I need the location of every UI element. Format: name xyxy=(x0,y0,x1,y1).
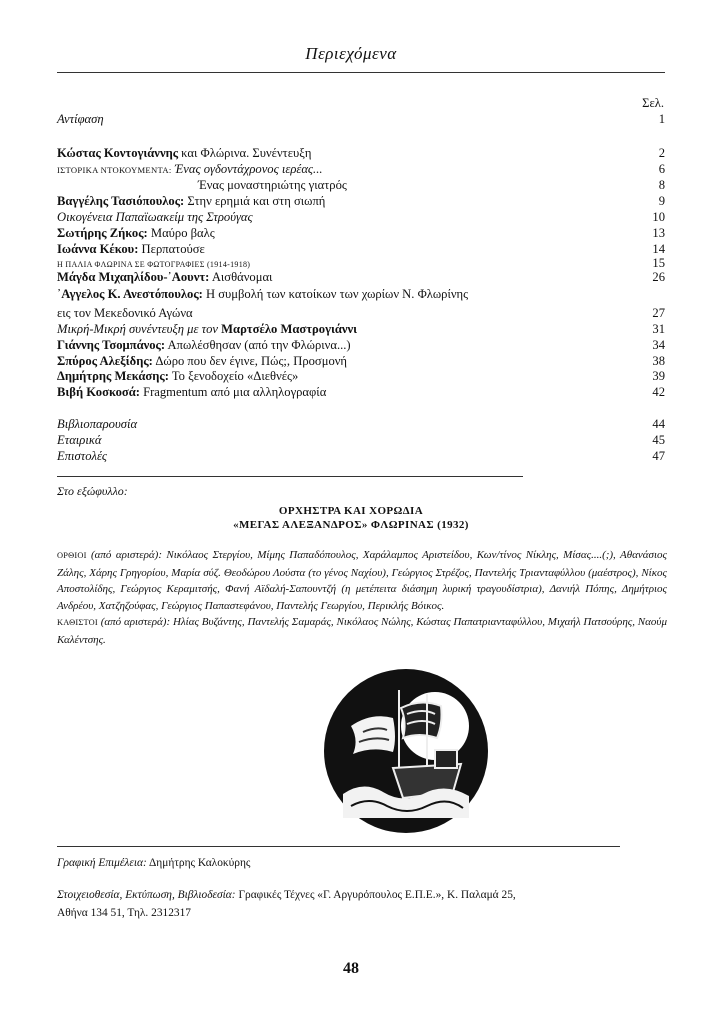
print-address: Αθήνα 134 51, Τηλ. 2312317 xyxy=(57,907,191,919)
toc-text: Fragmentum από μια αλληλογραφία xyxy=(139,385,327,399)
standing-label: ΟΡΘΙΟΙ xyxy=(57,551,87,560)
toc-entry xyxy=(57,194,665,209)
toc-entry xyxy=(57,112,665,127)
toc-author: ᾽Αγγελος Κ. Ανεστόπουλος: xyxy=(57,287,203,301)
design-name: Δημήτρης Καλοκύρης xyxy=(146,857,251,869)
toc-text: Μικρή-Μικρή συνέντευξη με τον xyxy=(57,322,222,336)
cover-caption xyxy=(57,547,667,648)
toc-page: 27 xyxy=(652,306,665,320)
toc-author: Βιβή Κοσκοσά: xyxy=(57,385,140,399)
toc-section: ΙΣΤΟΡΙΚΑ ΝΤΟΚΟΥΜΕΝΤΑ: xyxy=(57,165,172,175)
toc-author: Μαρτσέλο Μαστρογιάννι xyxy=(221,322,358,336)
standing-names: (από αριστερά): Νικόλαος Στεργίου, Μίμης Παπαδόπουλος, Χαράλαμπος Αριστείδου, Κων/τίνος Νίκλης, Μίσας....(;), Αθανάσιος Ζάλης, Χάρης Γρηγορίου, Μαρία σύζ. Θεοδώρου Λούστα (το γένος Ναχίου), Γεώργιος Στρέζος, Παντελής Τριανταφύλλου (μαέστρος), Νίκος Αποστολίδης, Γεώργιος Κεραμιτσής, Φανή Αϊδαλή-Σαπουντζή (η μετέπειτα διάσημη λυρική τραγουδίστρια), Δανιήλ Πόπης, Δημήτριος Ανδρέου, Χατζηζούφας, Γεώργιος Παπαστεφάνου, Παντελής Γεωργίου, Περικλής Βόικος. xyxy=(57,549,667,612)
toc-page: 42 xyxy=(652,385,665,399)
toc-text: και Φλώρινα. Συνέντευξη xyxy=(178,146,312,160)
toc-section: Η ΠΑΛΙΑ ΦΛΩΡΙΝΑ ΣΕ ΦΩΤΟΓΡΑΦΙΕΣ (1914-1918) xyxy=(57,260,251,269)
seated-names: (από αριστερά): Ηλίας Βυζάντης, Παντελής Σαμαράς, Νικόλαος Νώλης, Κώστας Παπατριανταφύλλου, Μιχαήλ Πατσούρης, Ναούμ Καλέντσης. xyxy=(57,616,667,646)
toc-entry xyxy=(57,146,665,161)
toc-author: Βαγγέλης Τασιόπουλος: xyxy=(57,194,185,208)
toc-title: Επιστολές xyxy=(57,449,108,463)
toc-entry xyxy=(57,178,665,193)
toc-page: 6 xyxy=(658,162,665,176)
footer-rule xyxy=(57,846,620,847)
cover-heading-2: «ΜΕΓΑΣ ΑΛΕΞΑΝΔΡΟΣ» ΦΛΩΡΙΝΑΣ (1932) xyxy=(233,519,469,531)
toc-page: 10 xyxy=(652,210,665,224)
toc-text: εις τον Μεκεδονικό Αγώνα xyxy=(57,306,193,320)
toc-page: 8 xyxy=(658,178,665,192)
toc-page: 9 xyxy=(658,194,665,208)
toc-page: 1 xyxy=(658,112,665,126)
toc-entry xyxy=(57,226,665,241)
cover-heading-1: ΟΡΧΗΣΤΡΑ ΚΑΙ ΧΟΡΩΔΙΑ xyxy=(278,505,424,517)
toc-title: Αντίφαση xyxy=(57,112,104,126)
toc-entry xyxy=(57,322,665,337)
cover-label: Στο εξώφυλλο: xyxy=(57,484,128,498)
page-title: Περιεχόμενα xyxy=(305,44,397,63)
toc-author: Σπύρος Αλεξίδης: xyxy=(57,354,153,368)
toc-page: 31 xyxy=(652,322,665,336)
toc-text: Στην ερημιά και στη σιωπή xyxy=(184,194,326,208)
toc-page: 47 xyxy=(652,449,665,463)
toc-entry xyxy=(57,162,665,178)
design-credit xyxy=(57,854,250,872)
title-rule xyxy=(57,72,665,73)
toc-entry xyxy=(57,338,665,353)
toc-text: Οικογένεια Παπαϊωακείμ της Στρούγας xyxy=(57,210,253,224)
toc-title: Βιβλιοπαρουσία xyxy=(57,417,138,431)
seated-label: ΚΑΘΙΣΤΟΙ xyxy=(57,618,98,627)
toc-page: 14 xyxy=(652,242,665,256)
toc-page: 45 xyxy=(652,433,665,447)
toc-page: 13 xyxy=(652,226,665,240)
toc-text: Περπατούσε xyxy=(138,242,205,256)
toc-author: Κώστας Κοντογιάννης xyxy=(57,146,179,160)
ship-emblem xyxy=(323,668,489,834)
page-column-label: Σελ. xyxy=(642,96,664,110)
toc-entry xyxy=(57,385,665,400)
toc-entry xyxy=(57,449,665,464)
toc-title: Εταιρικά xyxy=(57,433,102,447)
toc-page: 39 xyxy=(652,369,665,383)
page-number: 48 xyxy=(343,960,359,977)
toc-page: 15 xyxy=(652,256,665,270)
toc-author: Ιωάννα Κέκου: xyxy=(57,242,139,256)
toc-author: Γιάννης Τσομπάνος: xyxy=(57,338,166,352)
toc-text: Το ξενοδοχείο «Διεθνές» xyxy=(168,369,299,383)
toc-page: 34 xyxy=(652,338,665,352)
toc-text: Η συμβολή των κατοίκων των χωρίων Ν. Φλωρίνης xyxy=(202,287,469,301)
toc-entry xyxy=(57,354,665,369)
toc-page: 44 xyxy=(652,417,665,431)
toc-text: Αισθάνομαι xyxy=(209,270,273,284)
toc-entry xyxy=(57,210,665,225)
toc-entry xyxy=(57,270,665,285)
toc-text: Ένας ογδοντάχρονος ιερέας... xyxy=(171,162,323,176)
toc-page: 2 xyxy=(658,146,665,160)
toc-text: Απωλέσθησαν (από την Φλώρινα...) xyxy=(165,338,351,352)
print-credit xyxy=(57,886,645,922)
print-text: Γραφικές Τέχνες «Γ. Αργυρόπουλος Ε.Π.Ε.», Κ. Παλαμά 25, xyxy=(235,889,516,901)
toc-text: Δώρο που δεν έγινε, Πώς;, Προσμονή xyxy=(152,354,348,368)
toc-entry xyxy=(57,433,665,448)
toc-text: Μαύρο βαλς xyxy=(147,226,215,240)
toc-page: 38 xyxy=(652,354,665,368)
toc-page: 26 xyxy=(652,270,665,284)
print-label: Στοιχειοθεσία, Εκτύπωση, Βιβλιοδεσία: xyxy=(57,889,236,901)
toc-text: Ένας μοναστηριώτης γιατρός xyxy=(198,178,347,192)
section-rule xyxy=(57,476,523,477)
toc-entry xyxy=(57,242,665,257)
design-label: Γραφική Επιμέλεια: xyxy=(57,857,147,869)
toc-entry xyxy=(57,287,665,302)
toc-entry xyxy=(57,306,665,321)
toc-entry xyxy=(57,417,665,432)
toc-author: Μάγδα Μιχαηλίδου-᾽Αουντ: xyxy=(57,270,210,284)
toc-entry xyxy=(57,369,665,384)
toc-author: Σωτήρης Ζήκος: xyxy=(57,226,148,240)
toc-author: Δημήτρης Μεκάσης: xyxy=(57,369,169,383)
